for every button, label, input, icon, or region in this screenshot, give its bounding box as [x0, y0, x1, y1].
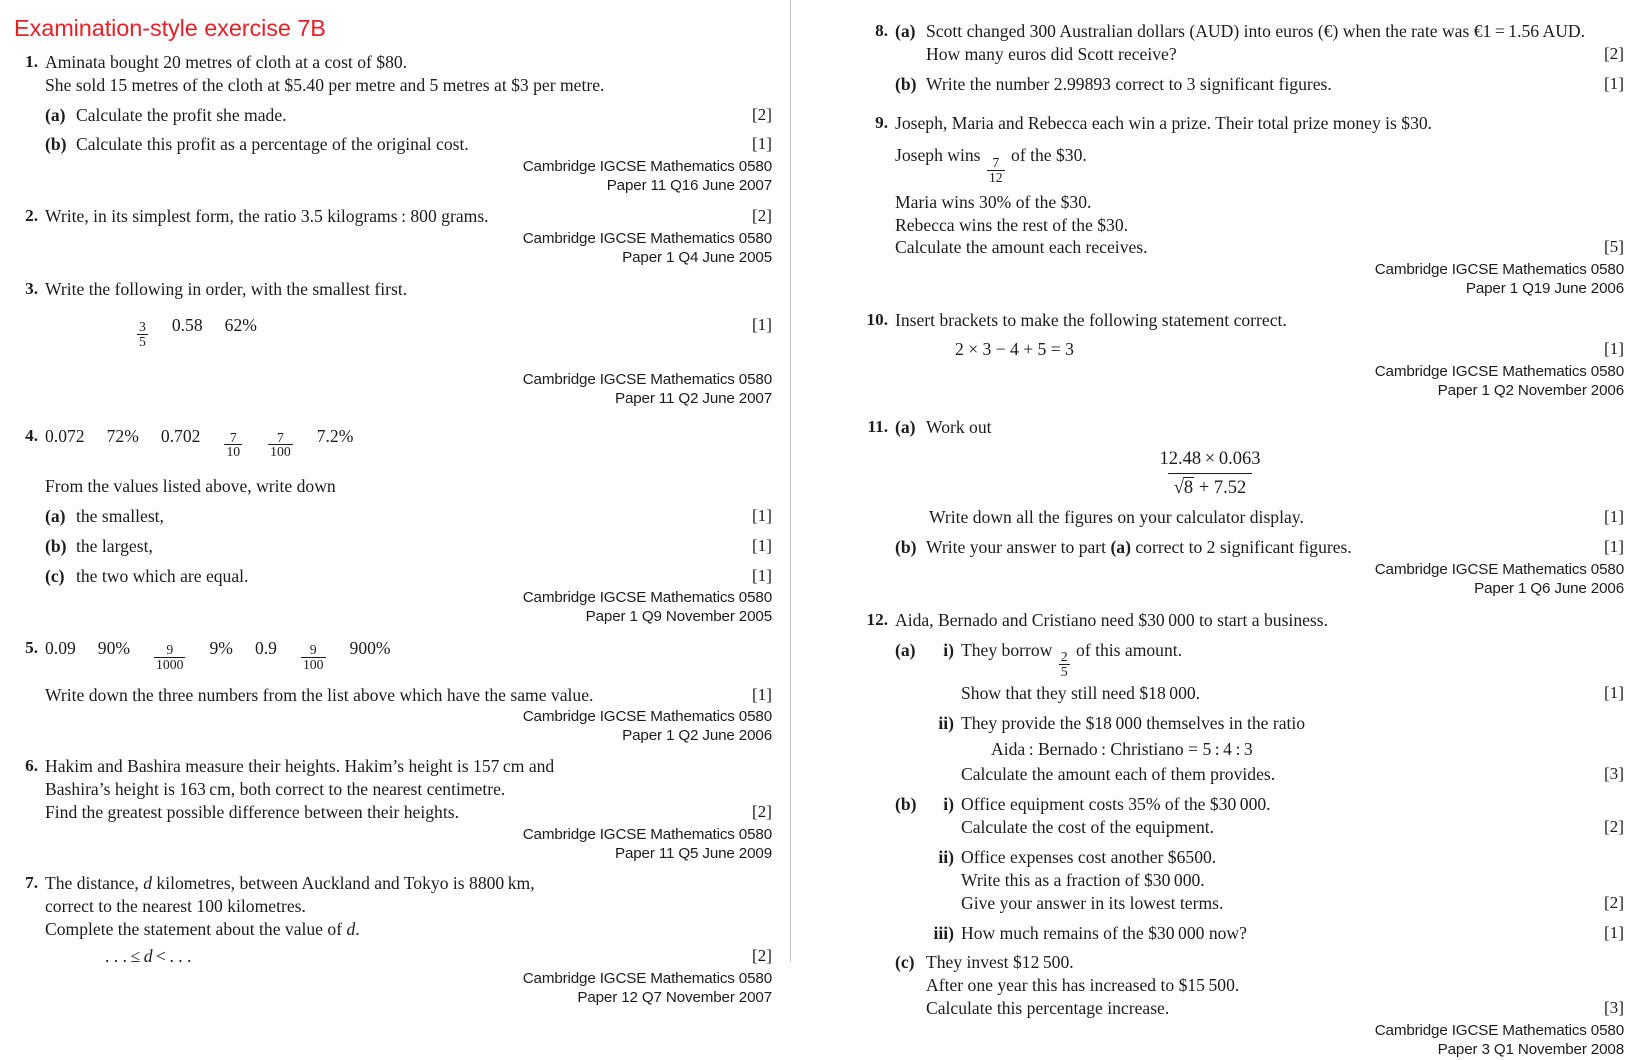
fraction-7-12: [987, 156, 1005, 184]
question-number: 12.: [866, 609, 888, 629]
attribution-line: Paper 1 Q19 June 2006: [1465, 280, 1624, 298]
question-9: [856, 112, 1624, 299]
part-label: (b): [45, 535, 67, 556]
fraction-numerator: 2: [1060, 649, 1068, 665]
attribution-line: Paper 1 Q4 June 2005: [622, 248, 772, 266]
value-item: 0.702: [160, 425, 201, 446]
part-label: (a): [45, 104, 66, 125]
fraction-numerator: 7: [277, 429, 284, 445]
question-part-c: [45, 565, 772, 588]
attribution-line: Cambridge IGCSE Mathematics 0580: [1374, 261, 1624, 279]
question-text: Calculate the amount each receives.: [895, 237, 1148, 258]
marks-badge: [1]: [1603, 682, 1624, 702]
marks-badge: [1]: [751, 535, 772, 555]
question-part-b: [45, 133, 772, 156]
attribution-line: Paper 1 Q6 June 2006: [1474, 579, 1624, 597]
marks-badge: [1]: [1603, 507, 1624, 527]
value-item: 0.072: [45, 425, 85, 446]
attribution-line: Cambridge IGCSE Mathematics 0580: [522, 825, 772, 843]
value-item: 0.58: [171, 315, 203, 336]
question-text-fragment: .: [355, 919, 360, 940]
question-text: From the values listed above, write down: [45, 476, 336, 496]
marks-badge: [3]: [1603, 998, 1624, 1018]
attribution-line: Cambridge IGCSE Mathematics 0580: [522, 158, 772, 176]
part-text: Show that they still need $18 000.: [961, 682, 1201, 703]
fraction-denominator: [1168, 473, 1252, 500]
part-text: Office equipment costs 35% of the $30 000.: [961, 794, 1271, 815]
question-text: Write down the three numbers from the list above which have the same value.: [45, 684, 594, 705]
value-item: 90%: [97, 638, 131, 659]
question-text: She sold 15 metres of the cloth at $5.40 per metre and 5 metres at $3 per metre.: [45, 74, 605, 95]
question-text: Maria wins 30% of the $30.: [895, 191, 1092, 212]
part-text: the smallest,: [76, 505, 164, 526]
question-part-b: [895, 793, 1624, 944]
source-attribution: [895, 1022, 1624, 1060]
attribution-line: Cambridge IGCSE Mathematics 0580: [522, 969, 772, 987]
equation-text: 2 × 3 − 4 + 5 = 3: [955, 338, 1074, 359]
part-label: ii): [938, 712, 954, 733]
question-5: [14, 637, 772, 746]
marks-badge: [5]: [1603, 237, 1624, 257]
part-label: (b): [895, 73, 917, 94]
question-text: [45, 918, 772, 941]
source-attribution: [895, 363, 1624, 401]
source-attribution: [45, 826, 772, 864]
question-text: Aminata bought 20 metres of cloth at a cost of $80.: [45, 51, 408, 72]
part-text: Calculate the profit she made.: [76, 104, 287, 125]
fraction-7-10: [224, 431, 242, 459]
question-10: [856, 309, 1624, 400]
question-part-a-i: [926, 639, 1624, 705]
denominator-tail: + 7.52: [1194, 478, 1247, 499]
part-text: Scott changed 300 Australian dollars (AUD) into euros (€) when the rate was €1 = 1.56 AUD.: [926, 21, 1586, 41]
radical-sign: √: [1173, 478, 1184, 499]
question-part-b-i: [926, 793, 1624, 839]
part-text: Office expenses cost another $6500.: [961, 846, 1217, 867]
attribution-line: Cambridge IGCSE Mathematics 0580: [522, 229, 772, 247]
value-item: 900%: [349, 638, 391, 659]
question-number: 9.: [875, 112, 888, 132]
part-text: Write down all the figures on your calculator display.: [929, 507, 1304, 528]
question-text: [45, 872, 772, 895]
part-text: Write this as a fraction of $30 000.: [961, 869, 1205, 890]
source-attribution: [45, 371, 772, 409]
part-label: (b): [45, 134, 67, 155]
source-attribution: [45, 970, 772, 1008]
value-item: 9%: [209, 638, 233, 659]
part-label: iii): [933, 922, 954, 943]
question-text: Find the greatest possible difference between their heights.: [45, 801, 459, 822]
attribution-line: Cambridge IGCSE Mathematics 0580: [1374, 1021, 1624, 1039]
question-number: 8.: [875, 21, 888, 40]
part-label: (b): [895, 537, 917, 558]
question-number: 10.: [866, 309, 888, 329]
part-text-fragment: Write your answer to part: [926, 537, 1111, 558]
fraction-numerator: 9: [166, 642, 174, 658]
marks-badge: [2]: [751, 801, 772, 821]
part-text: They invest $12 500.: [926, 952, 1074, 973]
part-text-fragment: correct to 2 significant figures.: [1130, 537, 1352, 558]
part-label: ii): [938, 846, 954, 867]
question-number: 1.: [25, 51, 38, 71]
part-text: the largest,: [76, 535, 153, 556]
part-text: Write the number 2.99893 correct to 3 significant figures.: [926, 73, 1332, 94]
question-text-fragment: The distance,: [45, 873, 144, 894]
fraction-numerator: 3: [139, 319, 146, 335]
question-number: 11.: [867, 417, 888, 437]
marks-badge: [1]: [751, 684, 772, 704]
question-part-a: [45, 104, 772, 127]
question-text: Bashira’s height is 163 cm, both correct to the nearest centimetre.: [45, 779, 506, 799]
fraction-numerator: 9: [309, 642, 317, 658]
value-list: [45, 314, 772, 348]
attribution-line: Paper 11 Q2 June 2007: [614, 389, 772, 407]
question-text: Insert brackets to make the following statement correct.: [895, 309, 1287, 330]
question-text: Write the following in order, with the smallest first.: [45, 278, 408, 299]
value-row: [135, 314, 732, 348]
question-11: [856, 416, 1624, 598]
marks-badge: [2]: [751, 104, 772, 124]
marks-badge: [3]: [1603, 764, 1624, 784]
part-label: i): [943, 794, 954, 815]
fraction-denominator: 5: [139, 334, 146, 350]
question-12: [856, 609, 1624, 1060]
attribution-line: Paper 1 Q2 November 2006: [1437, 381, 1624, 399]
fraction-numerator: 12.48 × 0.063: [1159, 449, 1261, 470]
attribution-line: Cambridge IGCSE Mathematics 0580: [522, 589, 772, 607]
value-item: 72%: [106, 425, 139, 446]
text-fragment: They borrow: [961, 639, 1057, 660]
value-item: 7.2%: [316, 425, 354, 446]
part-text: Calculate this profit as a percentage of the original cost.: [76, 134, 469, 155]
marks-badge: [1]: [751, 505, 772, 525]
marks-badge: [2]: [751, 945, 772, 965]
question-part-a: [895, 639, 1624, 787]
equation: [895, 338, 1624, 361]
part-text: [961, 639, 1624, 679]
source-attribution: [895, 561, 1624, 599]
part-label: (a): [895, 639, 916, 660]
attribution-line: Cambridge IGCSE Mathematics 0580: [1374, 561, 1624, 579]
marks-badge: [1]: [1603, 537, 1624, 557]
part-text: After one year this has increased to $15 500.: [926, 975, 1240, 996]
text-fragment: of this amount.: [1071, 639, 1183, 660]
question-text-fragment: Complete the statement about the value of: [45, 919, 347, 940]
text-fragment: Joseph wins: [895, 145, 985, 166]
part-label: (b): [895, 794, 917, 815]
attribution-line: Cambridge IGCSE Mathematics 0580: [1374, 362, 1624, 380]
variable-d: d: [143, 945, 153, 966]
fraction-denominator: 100: [270, 444, 291, 460]
fraction-9-1000: [154, 643, 185, 671]
inequality-prefix: . . . ≤: [105, 945, 144, 966]
part-label: (a): [895, 21, 916, 41]
inequality-suffix: < . . .: [152, 945, 192, 966]
display-fraction: [1095, 447, 1325, 500]
question-text-fragment: kilometres, between Auckland and Tokyo is 8800 km,: [152, 873, 535, 894]
part-label: (a): [895, 417, 916, 438]
value-list: [45, 637, 772, 671]
question-part-a: [895, 20, 1624, 66]
question-text: Hakim and Bashira measure their heights. Hakim’s height is 157 cm and: [45, 756, 555, 777]
question-part-b: [45, 535, 772, 558]
fraction-denominator: 100: [302, 656, 324, 672]
attribution-line: Paper 3 Q1 November 2008: [1437, 1040, 1624, 1058]
marks-badge: [1]: [751, 565, 772, 585]
question-1: [14, 51, 772, 196]
attribution-line: Paper 12 Q7 November 2007: [577, 988, 772, 1006]
attribution-line: Cambridge IGCSE Mathematics 0580: [522, 370, 772, 388]
question-7: [14, 872, 772, 1007]
fraction-2-5: [1059, 650, 1070, 678]
part-text: Give your answer in its lowest terms.: [961, 892, 1224, 913]
part-text: Calculate this percentage increase.: [926, 998, 1170, 1019]
question-text: Write, in its simplest form, the ratio 3.5 kilograms : 800 grams.: [45, 205, 489, 226]
value-item: 62%: [224, 315, 257, 336]
value-list: [45, 425, 772, 459]
attribution-line: Paper 11 Q5 June 2009: [614, 844, 772, 862]
radicand: 8: [1183, 478, 1194, 499]
fraction-numerator: 7: [229, 429, 237, 445]
question-4: [14, 425, 772, 628]
marks-badge: [1]: [1603, 73, 1624, 93]
value-item: 0.9: [254, 638, 277, 659]
fraction-denominator: 10: [226, 444, 241, 460]
value-row: [45, 425, 732, 459]
part-text: They provide the $18 000 themselves in the ratio: [961, 712, 1306, 733]
question-part-b: [895, 73, 1624, 96]
marks-badge: [1]: [1603, 922, 1624, 942]
square-root: [1174, 478, 1194, 498]
fraction-7-100: [268, 431, 293, 459]
fraction-denominator: 1000: [156, 656, 184, 672]
variable-d: d: [346, 919, 356, 940]
question-number: 7.: [25, 873, 38, 893]
question-8: [856, 20, 1624, 96]
part-text: Calculate the cost of the equipment.: [961, 817, 1215, 838]
part-label: (c): [45, 565, 65, 586]
marks-badge: [1]: [751, 134, 772, 154]
question-text: Rebecca wins the rest of the $30.: [895, 214, 1129, 235]
source-attribution: [45, 230, 772, 268]
marks-badge: [2]: [1603, 43, 1624, 63]
question-part-b: [895, 536, 1624, 559]
marks-badge: [2]: [1603, 892, 1624, 912]
question-part-a-ii: [926, 712, 1624, 787]
fraction-numerator: 7: [992, 155, 1000, 171]
fraction-denominator: 12: [988, 169, 1003, 185]
attribution-line: Paper 11 Q16 June 2007: [606, 177, 772, 195]
question-part-a: [895, 416, 1624, 439]
question-text: [895, 144, 1624, 184]
source-attribution: [45, 589, 772, 627]
attribution-line: Paper 1 Q2 June 2006: [622, 727, 772, 745]
inequality-statement: [45, 945, 772, 968]
part-text-line: [895, 506, 1624, 529]
question-2: [14, 205, 772, 268]
marks-badge: [1]: [1603, 338, 1624, 358]
column-divider: [790, 0, 791, 962]
part-text: Work out: [926, 417, 992, 438]
fraction-denominator: 5: [1060, 664, 1068, 680]
question-number: 3.: [25, 278, 38, 298]
source-attribution: [45, 708, 772, 746]
fraction-9-100: [301, 643, 326, 671]
question-number: 5.: [25, 638, 38, 658]
part-text: Calculate the amount each of them provides.: [961, 764, 1276, 785]
part-label: (c): [895, 952, 915, 973]
left-column: [0, 0, 790, 1008]
value-row: [45, 637, 732, 671]
question-part-b-iii: [926, 922, 1624, 945]
right-column: [838, 0, 1628, 1060]
page-title: Examination-style exercise 7B: [14, 15, 326, 41]
question-text: Aida, Bernado and Cristiano need $30 000 to start a business.: [895, 609, 1329, 630]
question-number: 6.: [25, 756, 38, 776]
part-label: (a): [45, 505, 66, 526]
question-text: Joseph, Maria and Rebecca each win a prize. Their total prize money is $30.: [895, 112, 1433, 133]
part-reference: (a): [1110, 537, 1131, 558]
marks-badge: [2]: [1603, 817, 1624, 837]
ratio-statement: Aida : Bernado : Christiano = 5 : 4 : 3: [991, 738, 1253, 759]
part-text: How many euros did Scott receive?: [926, 43, 1177, 64]
marks-badge: [2]: [751, 205, 772, 225]
question-part-b-ii: [926, 846, 1624, 915]
source-attribution: [895, 261, 1624, 299]
question-number: 2.: [25, 205, 38, 225]
question-3: [14, 278, 772, 409]
variable-d: d: [143, 873, 152, 894]
marks-badge: [1]: [751, 315, 772, 335]
question-text: correct to the nearest 100 kilometres.: [45, 896, 306, 917]
attribution-line: Paper 1 Q9 November 2005: [585, 608, 772, 626]
attribution-line: Cambridge IGCSE Mathematics 0580: [522, 708, 772, 726]
source-attribution: [45, 158, 772, 196]
part-label: i): [943, 639, 954, 660]
question-6: [14, 755, 772, 863]
question-part-a: [45, 505, 772, 528]
value-item: 0.09: [45, 638, 76, 659]
fraction-3-5: [137, 320, 148, 348]
part-text: How much remains of the $30 000 now?: [961, 922, 1247, 943]
part-text: the two which are equal.: [76, 565, 249, 586]
question-number: 4.: [25, 425, 38, 445]
text-fragment: of the $30.: [1006, 145, 1087, 166]
